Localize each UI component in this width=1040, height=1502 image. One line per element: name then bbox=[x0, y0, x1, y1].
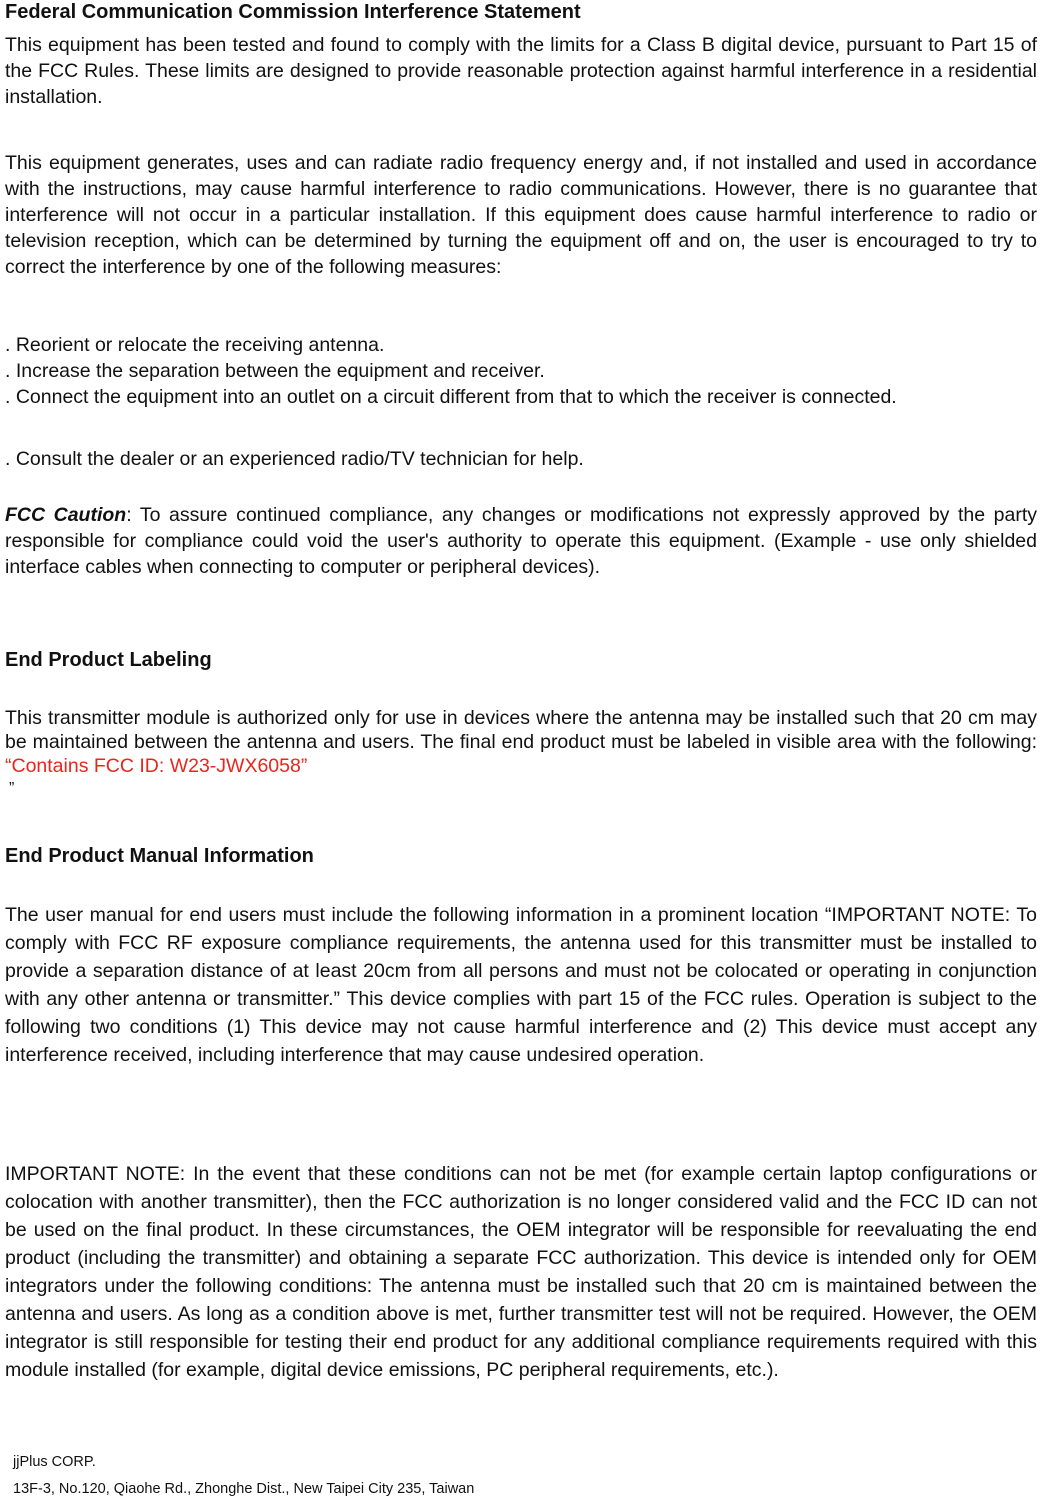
labeling-text: This transmitter module is authorized only for use in devices where the antenna may be installed such that 20 cm may be maintained between the antenna and users. The final end product must be labeled in visible area with the following: bbox=[5, 707, 1037, 753]
labeling-paragraph bbox=[5, 706, 1037, 778]
footer-company: jjPlus CORP. bbox=[13, 1454, 96, 1470]
fcc-caution bbox=[5, 502, 1037, 580]
footer-address: 13F-3, No.120, Qiaohe Rd., Zhonghe Dist., New Taipei City 235, Taiwan bbox=[13, 1481, 475, 1497]
important-note-paragraph: IMPORTANT NOTE: In the event that these conditions can not be met (for example certain laptop configurations or colocation with another transmitter), then the FCC authorization is no longer considered valid and the FCC ID can not be used on the final product. In these circumstances, the OEM integrator will be responsible for reevaluating the end product (including the transmitter) and obtaining a separate FCC authorization. This device is intended only for OEM integrators under the following conditions: The antenna must be installed such that 20 cm is maintained between the antenna and users. As long as a condition above is met, further transmitter test will not be required. However, the OEM integrator is still responsible for testing their end product for any additional compliance requirements required with this module installed (for example, digital device emissions, PC peripheral requirements, etc.). bbox=[5, 1163, 1037, 1381]
stray-quote: ” bbox=[9, 780, 15, 797]
labeling-title: End Product Labeling bbox=[5, 649, 212, 671]
fcc-caution-text: : To assure continued compliance, any changes or modifications not expressly approved by the party responsible for compliance could void the user's authority to operate this equipment. (Example - use only shielded interface cables when connecting to computer or peripheral devices). bbox=[5, 504, 1037, 578]
measure-item: . Consult the dealer or an experienced radio/TV technician for help. bbox=[5, 448, 584, 470]
fcc-id-label: “Contains FCC ID: W23-JWX6058” bbox=[5, 755, 308, 777]
measure-item: . Reorient or relocate the receiving antenna. bbox=[5, 334, 385, 356]
manual-title: End Product Manual Information bbox=[5, 845, 314, 867]
measure-item: . Increase the separation between the equipment and receiver. bbox=[5, 360, 545, 382]
measure-item: . Connect the equipment into an outlet on a circuit different from that to which the receiver is connected. bbox=[5, 386, 897, 408]
manual-paragraph: The user manual for end users must include the following information in a prominent location “IMPORTANT NOTE: To comply with FCC RF exposure compliance requirements, the antenna used for this transmitter must be installed to provide a separation distance of at least 20cm from all persons and must not be colocated or operating in conjunction with any other antenna or transmitter.” This device complies with part 15 of the FCC rules. Operation is subject to the following two conditions (1) This device may not cause harmful interference and (2) This device must accept any interference received, including interference that may cause undesired operation. bbox=[5, 904, 1037, 1066]
fcc-paragraph-1: This equipment has been tested and found to comply with the limits for a Class B digital device, pursuant to Part 15 of the FCC Rules. These limits are designed to provide reasonable protection against harmful interference in a residential installation. bbox=[5, 34, 1037, 108]
fcc-caution-label: FCC Caution bbox=[5, 504, 127, 526]
fcc-statement-title: Federal Communication Commission Interference Statement bbox=[5, 1, 581, 23]
fcc-paragraph-2: This equipment generates, uses and can radiate radio frequency energy and, if not installed and used in accordance with the instructions, may cause harmful interference to radio communications. However, there is no guarantee that interference will not occur in a particular installation. If this equipment does cause harmful interference to radio or television reception, which can be determined by turning the equipment off and on, the user is encouraged to try to correct the interference by one of the following measures: bbox=[5, 152, 1037, 278]
